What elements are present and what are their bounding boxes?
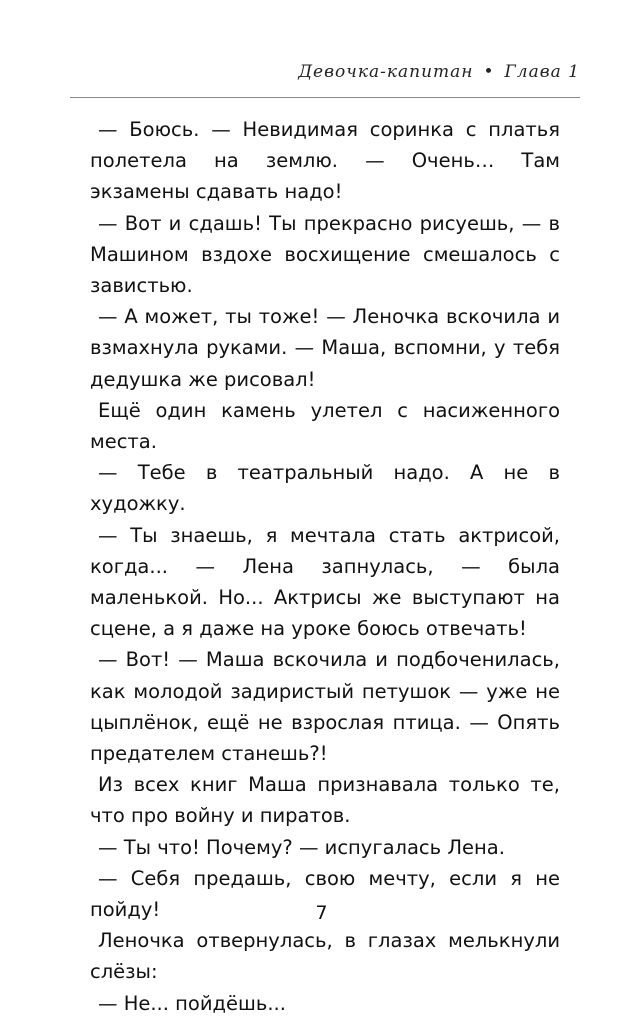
paragraph: Из всех книг Маша признавала только те, что про войну и пиратов. (90, 773, 560, 828)
paragraph: — Боюсь. — Невидимая соринка с платья полетела на землю. — Очень… Там экзамены сдавать надо! (90, 118, 560, 204)
paragraph: Ещё один камень улетел с насиженного места. (90, 398, 560, 454)
running-head-book-title: Девочка-капитан (298, 62, 474, 82)
paragraph: — Себя предашь, свою мечту, если я не пойду! (90, 866, 560, 922)
page-number: 7 (315, 902, 328, 924)
paragraph: — Вот и сдашь! Ты прекрасно рисуешь, — в Машином вздохе восхищение смешалось с завистью. (90, 211, 560, 298)
paragraph: — А может, ты тоже! — Леночка вскочила и взмахнула руками. — Маша, вспомни, у тебя дедушка же рисовал! (90, 305, 560, 391)
paragraph: — Ты что! Почему? — испугалась Лена. (98, 835, 505, 859)
paragraph: — Ты знаешь, я мечтала стать актрисой, когда... — Лена запнулась, — была маленькой. Но... Актрисы же выступают на сцене, а я даже на уроке боюсь отвечать! (90, 523, 560, 641)
body-text (90, 114, 560, 1019)
header-rule (70, 97, 580, 98)
running-head-chapter: Глава 1 (504, 62, 580, 82)
running-head-separator: • (483, 62, 495, 82)
paragraph: Леночка отвернулась, в глазах мелькнули слёзы: (90, 929, 560, 984)
paragraph: — Вот! — Маша вскочила и подбоченилась, как молодой задиристый петушок — уже не цыплёнок, ещё не взрослая птица. — Опять предателем станешь?! (90, 648, 560, 766)
paragraph: — Тебе в театральный надо. А не в художку. (90, 461, 560, 516)
paragraph: — Не... пойдёшь... (98, 991, 286, 1015)
running-head (0, 62, 580, 82)
